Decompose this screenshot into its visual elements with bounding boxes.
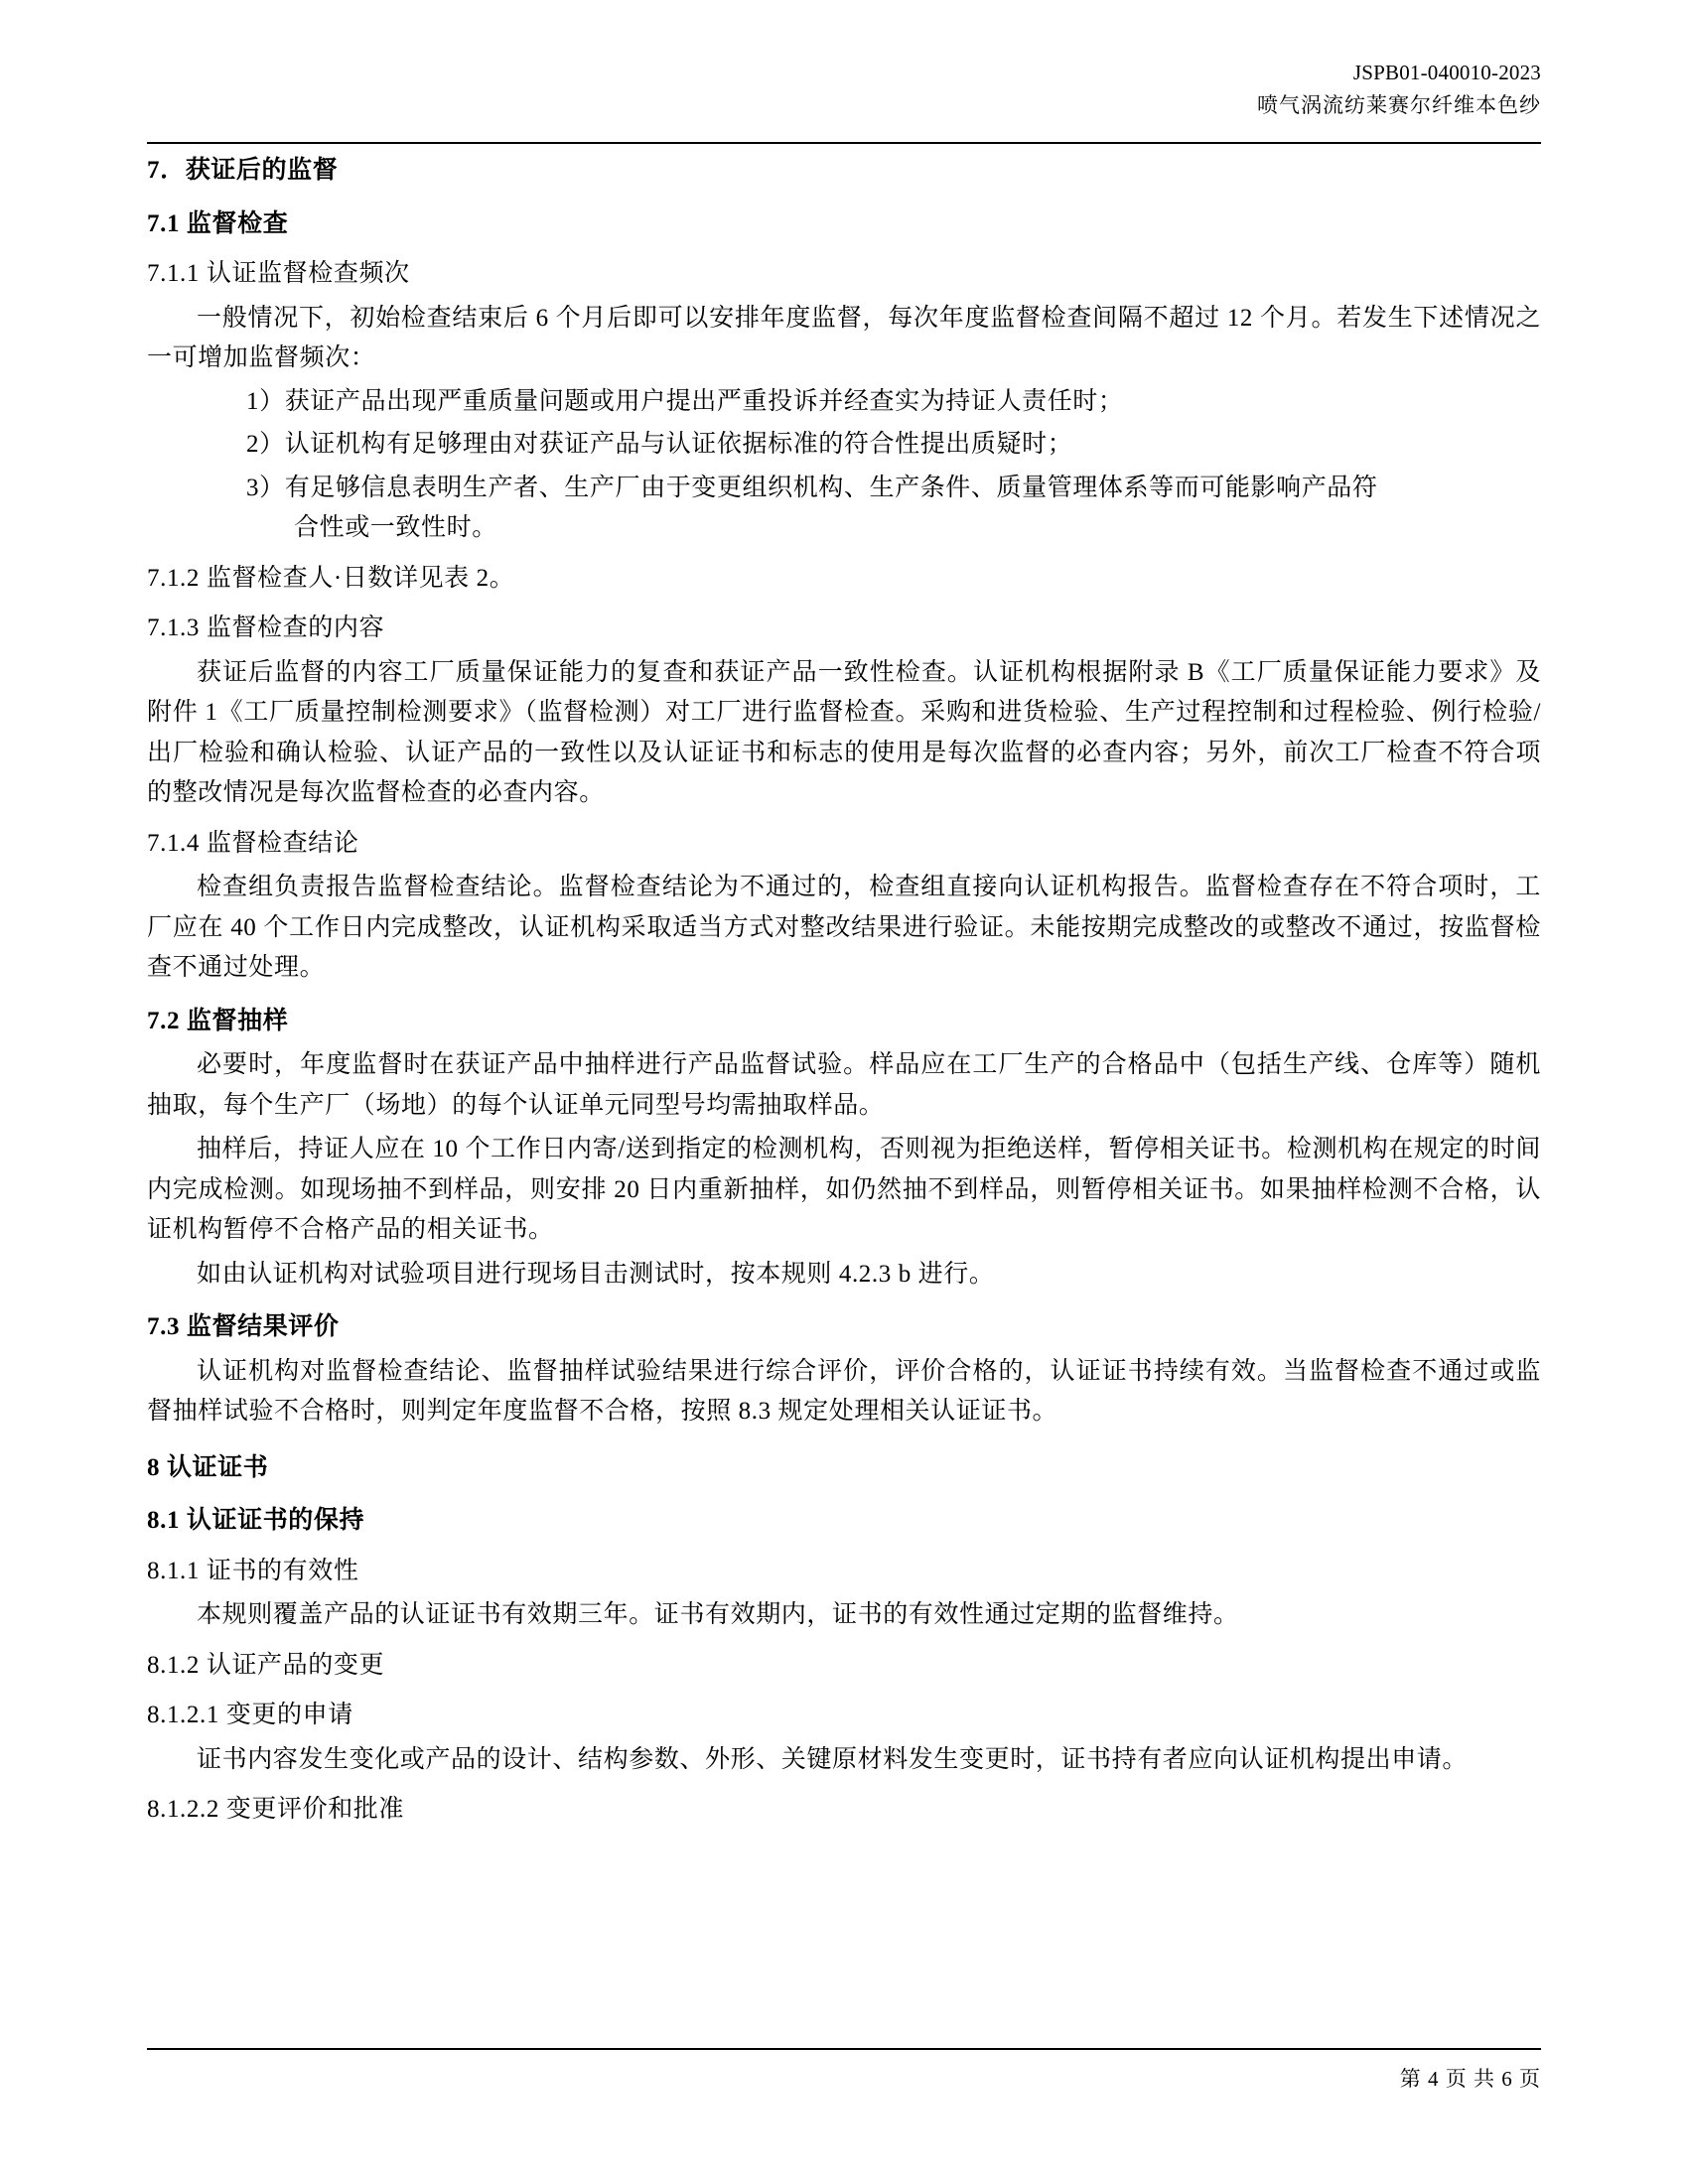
heading-section-8-1-1: 8.1.1 证书的有效性 (147, 1557, 359, 1584)
heading-section-7-1-4: 7.1.4 监督检查结论 (147, 829, 359, 857)
paragraph-7-3: 认证机构对监督检查结论、监督抽样试验结果进行综合评价，评价合格的，认证证书持续有效。当监督检查不通过或监督抽样试验不合格时，则判定年度监督不合格，按照 8.3 规定处理相关认证证书。 (147, 1357, 1541, 1425)
header-doc-code: JSPB01-040010-2023 (1352, 61, 1541, 84)
heading-section-8-1: 8.1 认证证书的保持 (147, 1507, 365, 1534)
heading-section-8: 8 认证证书 (147, 1453, 269, 1481)
document-content (147, 151, 1541, 1833)
paragraph-8-1-1: 本规则覆盖产品的认证证书有效期三年。证书有效期内，证书的有效性通过定期的监督维持。 (197, 1601, 1239, 1628)
heading-section-7: 7．获证后的监督 (147, 157, 339, 184)
page-number: 第 4 页 共 6 页 (1399, 2067, 1541, 2091)
paragraph-7-2-1: 必要时，年度监督时在获证产品中抽样进行产品监督试验。样品应在工厂生产的合格品中（包括生产线、仓库等）随机抽取，每个生产厂（场地）的每个认证单元同型号均需抽取样品。 (147, 1051, 1541, 1119)
heading-section-7-1: 7.1 监督检查 (147, 209, 289, 237)
paragraph-7-2-2: 抽样后，持证人应在 10 个工作日内寄/送到指定的检测机构，否则视为拒绝送样，暂停相关证书。检测机构在规定的时间内完成检测。如现场抽不到样品，则安排 20 日内重新抽样，如仍然抽不到样品，则暂停相关证书。如果抽样检测不合格，认证机构暂停不合格产品的相关证书。 (147, 1136, 1541, 1243)
heading-section-7-3: 7.3 监督结果评价 (147, 1313, 340, 1340)
paragraph-7-1-3: 获证后监督的内容工厂质量保证能力的复查和获证产品一致性检查。认证机构根据附录 B《工厂质量保证能力要求》及附件 1《工厂质量控制检测要求》（监督检测）对工厂进行监督检查。采购和进货检验、生产过程控制和过程检验、例行检验/出厂检验和确认检验、认证产品的一致性以及认证证书和标志的使用是每次监督的必查内容；另外，前次工厂检查不符合项的整改情况是每次监督检查的必查内容。 (147, 658, 1541, 806)
heading-section-8-1-2-2: 8.1.2.2 变更评价和批准 (147, 1796, 405, 1823)
footer-divider (147, 2048, 1541, 2050)
heading-section-7-1-1: 7.1.1 认证监督检查频次 (147, 260, 410, 287)
list-item-7-1-1-2: 2）认证机构有足够理由对获证产品与认证依据标准的符合性提出质疑时； (246, 431, 1073, 458)
heading-section-8-1-2-1: 8.1.2.1 变更的申请 (147, 1702, 353, 1728)
list-item-7-1-1-1: 1）获证产品出现严重质量问题或用户提出严重投诉并经查实为持证人责任时； (246, 387, 1124, 415)
heading-section-7-1-3: 7.1.3 监督检查的内容 (147, 614, 385, 641)
list-item-7-1-1-3: 3）有足够信息表明生产者、生产厂由于变更组织机构、生产条件、质量管理体系等而可能影响产品符 (246, 474, 1378, 501)
paragraph-7-1-4: 检查组负责报告监督检查结论。监督检查结论为不通过的，检查组直接向认证机构报告。监督检查存在不符合项时，工厂应在 40 个工作日内完成整改，认证机构采取适当方式对整改结果进行验证。未能按期完成整改的或整改不通过，按监督检查不通过处理。 (147, 874, 1541, 981)
page-header (1257, 58, 1541, 121)
list-item-7-1-1-3-continued: 合性或一致性时。 (294, 514, 497, 541)
paragraph-7-2-3: 如由认证机构对试验项目进行现场目击测试时，按本规则 4.2.3 b 进行。 (197, 1260, 995, 1288)
header-doc-title: 喷气涡流纺莱赛尔纤维本色纱 (1257, 93, 1541, 118)
heading-section-8-1-2: 8.1.2 认证产品的变更 (147, 1651, 385, 1679)
paragraph-8-1-2-1: 证书内容发生变化或产品的设计、结构参数、外形、关键原材料发生变更时，证书持有者应向认证机构提出申请。 (197, 1745, 1469, 1773)
heading-section-7-1-2: 7.1.2 监督检查人·日数详见表 2。 (147, 564, 515, 592)
paragraph-7-1-1-intro: 一般情况下，初始检查结束后 6 个月后即可以安排年度监督，每次年度监督检查间隔不超过 12 个月。若发生下述情况之一可增加监督频次： (147, 304, 1541, 371)
heading-section-7-2: 7.2 监督抽样 (147, 1007, 289, 1034)
header-divider (147, 142, 1541, 144)
